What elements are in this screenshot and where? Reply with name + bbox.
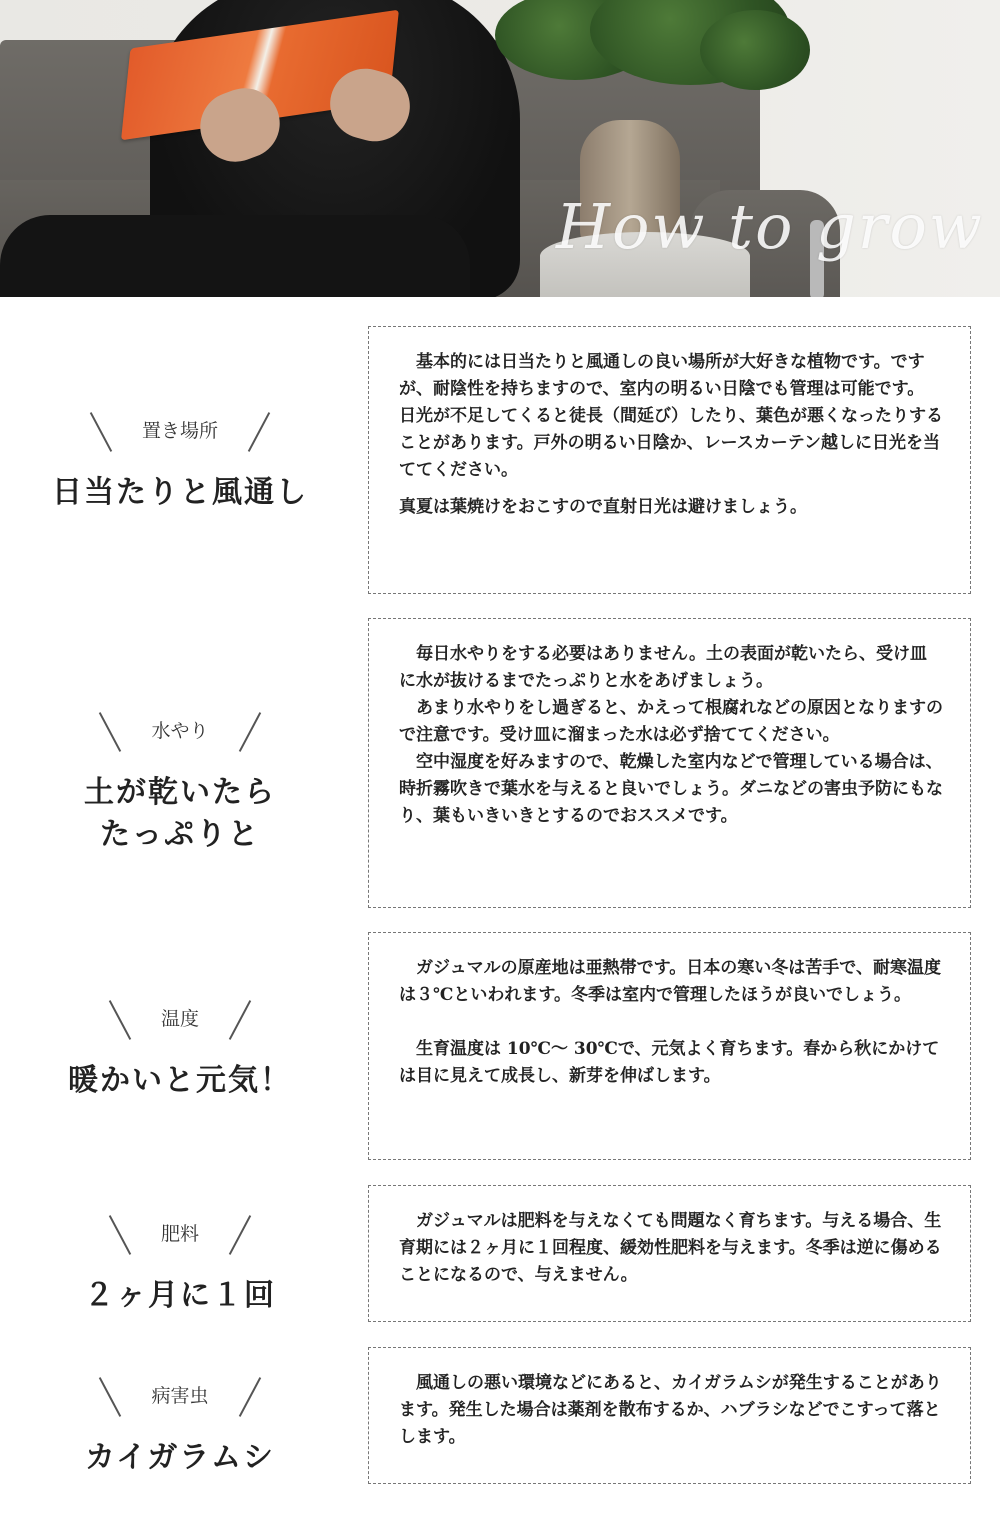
description-box xyxy=(368,1347,971,1484)
headline-line: たっぷりと xyxy=(100,817,260,852)
care-section-placement xyxy=(0,326,1000,594)
headline-line: 暖かいと元気！ xyxy=(68,1063,292,1098)
care-section-pests xyxy=(0,1347,1000,1484)
section-headline xyxy=(0,1437,360,1479)
headline-line: カイガラムシ xyxy=(85,1440,275,1475)
description-box xyxy=(368,618,971,908)
hero-image xyxy=(0,0,1000,297)
category-label xyxy=(103,1383,256,1409)
section-label xyxy=(0,1221,360,1317)
slash-right-icon xyxy=(248,412,270,452)
category-text: 肥料 xyxy=(160,1223,199,1245)
slash-left-icon xyxy=(109,1215,131,1255)
section-headline xyxy=(0,472,360,514)
category-text: 水やり xyxy=(151,720,209,742)
category-text: 置き場所 xyxy=(141,420,218,442)
person-legs xyxy=(0,215,470,297)
headline-line: 日当たりと風通し xyxy=(52,475,308,510)
description-paragraph: 真夏は葉焼けをおこすので直射日光は避けましょう。 xyxy=(399,497,807,517)
description-paragraph: 日光が不足してくると徒長（間延び）したり、葉色が悪くなったりすることがあります。戸外の明るい日陰か、レースカーテン越しに日光を当ててください。 xyxy=(399,406,943,480)
slash-left-icon xyxy=(109,1000,131,1040)
slash-right-icon xyxy=(238,1377,260,1417)
slash-right-icon xyxy=(229,1215,251,1255)
description-paragraph: 生育温度は 10℃～ 30℃で、元気よく育ちます。春から秋にかけては目に見えて成長し、新芽を伸ばします。 xyxy=(399,1039,940,1086)
description-paragraph: 基本的には日当たりと風通しの良い場所が大好きな植物です。ですが、耐陰性を持ちますので、室内の明るい日陰でも管理は可能です。 xyxy=(399,352,925,399)
category-text: 温度 xyxy=(160,1008,199,1030)
category-label xyxy=(113,1221,247,1247)
section-headline xyxy=(0,1275,360,1317)
description-blank-line xyxy=(399,1009,944,1036)
section-label xyxy=(0,1383,360,1479)
care-section-watering xyxy=(0,618,1000,908)
description-paragraph: あまり水やりをし過ぎると、かえって根腐れなどの原因となりますので注意です。受け皿に溜まった水は必ず捨ててください。 xyxy=(399,698,943,745)
slash-left-icon xyxy=(90,412,112,452)
description-box xyxy=(368,932,971,1160)
slash-right-icon xyxy=(229,1000,251,1040)
description-paragraph: ガジュマルは肥料を与えなくても問題なく育ちます。与える場合、生育期には２ヶ月に１回程度、緩効性肥料を与えます。冬季は逆に傷めることになるので、与えません。 xyxy=(399,1211,942,1285)
plant-foliage xyxy=(700,10,810,90)
description-paragraph: 毎日水やりをする必要はありません。土の表面が乾いたら、受け皿に水が抜けるまでたっぷりと水をあげましょう。 xyxy=(399,644,928,691)
section-headline xyxy=(0,1060,360,1102)
headline-line: 土が乾いたら xyxy=(84,775,276,810)
description-paragraph: 空中湿度を好みますので、乾燥した室内などで管理している場合は、時折霧吹きで葉水を与えると良いでしょう。ダニなどの害虫予防にもなり、葉もいきいきとするのでおススメです。 xyxy=(399,752,943,826)
section-label xyxy=(0,718,360,856)
section-label xyxy=(0,418,360,514)
headline-line: ２ヶ月に１回 xyxy=(84,1278,276,1313)
slash-left-icon xyxy=(99,1377,121,1417)
description-box xyxy=(368,1185,971,1322)
category-label xyxy=(94,418,266,444)
care-section-fertilizer xyxy=(0,1185,1000,1322)
section-headline xyxy=(0,772,360,856)
description-paragraph: 風通しの悪い環境などにあると、カイガラムシが発生することがあります。発生した場合は薬剤を散布するか、ハブラシなどでこすって落とします。 xyxy=(399,1373,942,1447)
section-label xyxy=(0,1006,360,1102)
care-section-temperature xyxy=(0,932,1000,1160)
slash-right-icon xyxy=(238,712,260,752)
category-text: 病害虫 xyxy=(151,1385,209,1407)
category-label xyxy=(113,1006,247,1032)
description-box xyxy=(368,326,971,594)
description-paragraph: ガジュマルの原産地は亜熱帯です。日本の寒い冬は苦手で、耐寒温度は３℃といわれます。冬季は室内で管理したほうが良いでしょう。 xyxy=(399,958,941,1005)
hero-title: How to grow xyxy=(556,190,984,263)
slash-left-icon xyxy=(99,712,121,752)
category-label xyxy=(103,718,256,744)
